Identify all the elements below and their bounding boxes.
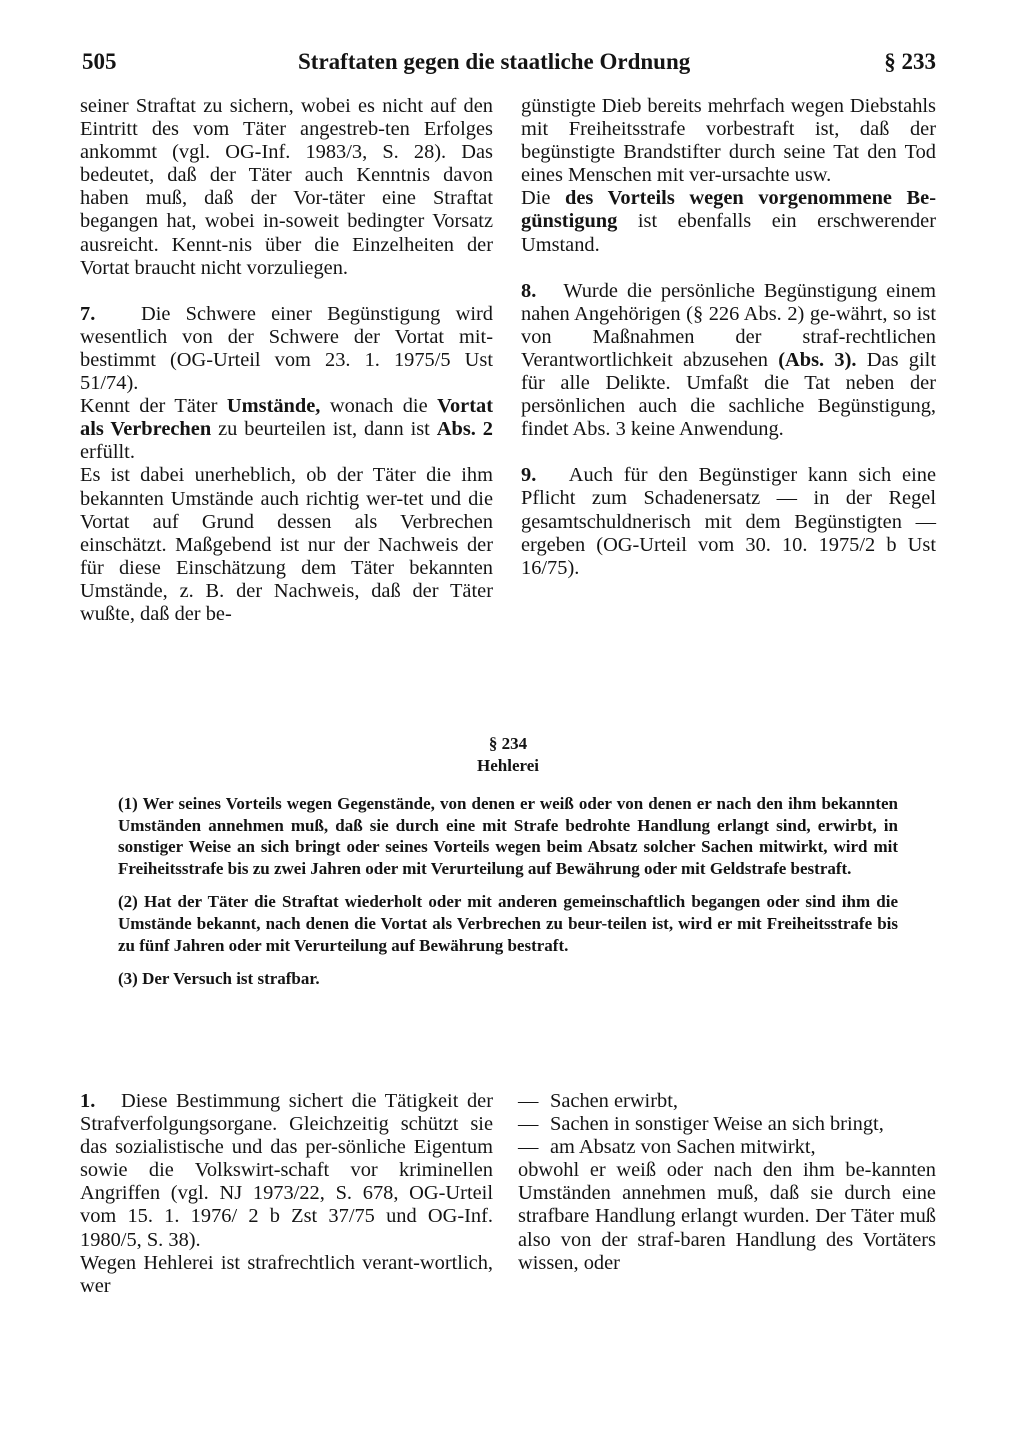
column-bottom-left: [80, 1090, 493, 1298]
column-bottom-right: [518, 1090, 936, 1275]
page-number: 505: [82, 49, 117, 74]
paragraph-text: Die Schwere einer Begünstigung wird wesentlich von der Schwere der Vortat mit-bestimmt (OG-Urteil vom 23. 1. 1975/5 Ust 51/74).: [80, 302, 493, 395]
list-item: [518, 1090, 936, 1113]
section-title: Hehlerei: [477, 756, 539, 775]
statute-paragraph-1: (1) Wer seines Vorteils wegen Gegenstände, von denen er weiß oder von denen er nach den ihm bekannten Umständen annehmen muß, daß sie durch eine mit Strafe bedrohte Handlung erlangt sind, erwirbt, in sonstiger Weise an sich bringt oder seines Vorteils wegen beim Absatz solcher Sachen mitwirkt, wird mit Freiheitsstrafe bis zu zwei Jahren oder mit Verurteilung auf Bewährung oder mit Geldstrafe bestraft.: [118, 794, 898, 878]
text-run: Das gilt für alle Delikte. Umfaßt die Tat neben der persönlichen auch die sachliche Begünstigung, findet Abs. 3 keine Anwendung.: [521, 348, 936, 441]
list-item-text: am Absatz von Sachen mitwirkt,: [550, 1136, 816, 1159]
bold-term: des Vorteils wegen vorgenommene Be-günstigung: [521, 187, 936, 233]
list-item-text: Sachen in sonstiger Weise an sich bringt,: [550, 1113, 884, 1136]
dash-marker: —: [518, 1090, 539, 1112]
list-item: [518, 1113, 936, 1136]
dash-marker: —: [518, 1136, 539, 1159]
paragraph-text: Diese Bestimmung sichert die Tätigkeit der Strafverfolgungsorgane. Gleichzeitig schützt sie das sozialistische und das per-sönliche Eigentum sowie die Volkswirt-schaft vor kriminellen Angriffen (vgl. NJ 1973/22, S. 678, OG-Urteil vom 15. 1. 1976/ 2 b Zst 37/75 und OG-Inf. 1980/5, S. 38).: [80, 1090, 493, 1251]
paragraph: Wegen Hehlerei ist strafrechtlich verant-wortlich, wer: [80, 1251, 493, 1297]
text-run: erfüllt.: [80, 441, 135, 464]
header-title: Straftaten gegen die staatliche Ordnung: [298, 49, 691, 74]
text-run: zu beurteilen ist, dann ist: [211, 418, 437, 441]
column-top-right: [521, 95, 936, 580]
numbered-paragraph-1: [80, 1090, 493, 1252]
paragraph-number: 1.: [80, 1090, 96, 1112]
bold-term: (Abs. 3).: [778, 348, 857, 371]
text-run: Wurde die persönliche Begünstigung einem nahen Angehörigen (§ 226 Abs. 2) ge-währt, so ist von Maßnahmen der straf-rechtlichen Verantwortlichkeit abzusehen: [521, 279, 936, 371]
paragraph-number: 9.: [521, 464, 537, 487]
paragraph-number: 7.: [80, 302, 96, 325]
bold-term: Vortat als Verbrechen: [80, 395, 493, 441]
section-heading: [80, 733, 936, 777]
paragraph: Es ist dabei unerheblich, ob der Täter die ihm bekannten Umstände auch richtig wer-tet und die Vortat auf Grund dessen als Verbrechen einschätzt. Maßgebend ist nur der Nachweis der für diese Einschätzung dem Täter bekannten Umstände, z. B. der Nachweis, daß der Täter wußte, daß der be-: [80, 464, 493, 625]
list-item: [518, 1136, 936, 1159]
text-run: wonach die: [320, 395, 438, 418]
statute-text: [118, 793, 898, 1002]
statute-paragraph-2: (2) Hat der Täter die Straftat wiederholt oder mit anderen gemeinschaftlich begangen oder sind ihm die Umstände bekannt, nach denen die Vortat als Verbrechen zu beur-teilen ist, wird er mit Freiheitsstrafe bis zu fünf Jahren oder mit Verurteilung auf Bewährung bestraft.: [118, 892, 898, 955]
statute-paragraph-3: (3) Der Versuch ist strafbar.: [118, 969, 320, 989]
section-number: § 234: [488, 734, 528, 753]
text-run: ist ebenfalls ein erschwerender Umstand.: [521, 210, 936, 256]
header-section: § 233: [884, 49, 936, 74]
list-item-text: Sachen erwirbt,: [550, 1090, 678, 1112]
paragraph: seiner Straftat zu sichern, wobei es nicht auf den Eintritt des vom Täter angestreb-ten Erfolges ankommt (vgl. OG-Inf. 1983/3, S. 28). Das bedeutet, daß der Täter auch Kenntnis davon haben muß, daß der Vor-täter eine Straftat begangen hat, wobei in-soweit bedingter Vorsatz ausreicht. Kennt-nis über die Einzelheiten der Vortat braucht nicht vorzuliegen.: [80, 95, 493, 279]
text-run: Kennt der Täter: [80, 395, 227, 418]
numbered-paragraph-8: [521, 280, 936, 442]
paragraph: obwohl er weiß oder nach den ihm be-kannten Umständen annehmen muß, daß sie durch eine strafbare Handlung erlangt wurden. Der Täter muß also von der straf-baren Handlung des Vortäters wissen, oder: [518, 1159, 936, 1274]
paragraph: [80, 395, 493, 464]
paragraph: [521, 187, 936, 256]
text-run: Die: [521, 187, 566, 210]
bold-term: Umstände,: [226, 395, 321, 418]
dash-marker: —: [518, 1113, 539, 1136]
running-header: [82, 44, 938, 80]
paragraph: günstigte Dieb bereits mehrfach wegen Diebstahls mit Freiheitsstrafe vorbestraft ist, daß der begünstigte Brandstifter durch seine Tat den Tod eines Menschen mit ver-ursachte usw.: [521, 95, 936, 187]
paragraph-text: Auch für den Begünstiger kann sich eine Pflicht zum Schadenersatz — in der Regel gesamtschuldnerisch mit dem Begünstigten — ergeben (OG-Urteil vom 30. 10. 1975/2 b Ust 16/75).: [521, 464, 937, 579]
column-top-left: [80, 95, 493, 626]
numbered-paragraph-7: [80, 303, 493, 395]
paragraph-number: 8.: [521, 279, 537, 302]
bold-term: Abs. 2: [436, 418, 493, 441]
numbered-paragraph-9: [521, 464, 936, 579]
